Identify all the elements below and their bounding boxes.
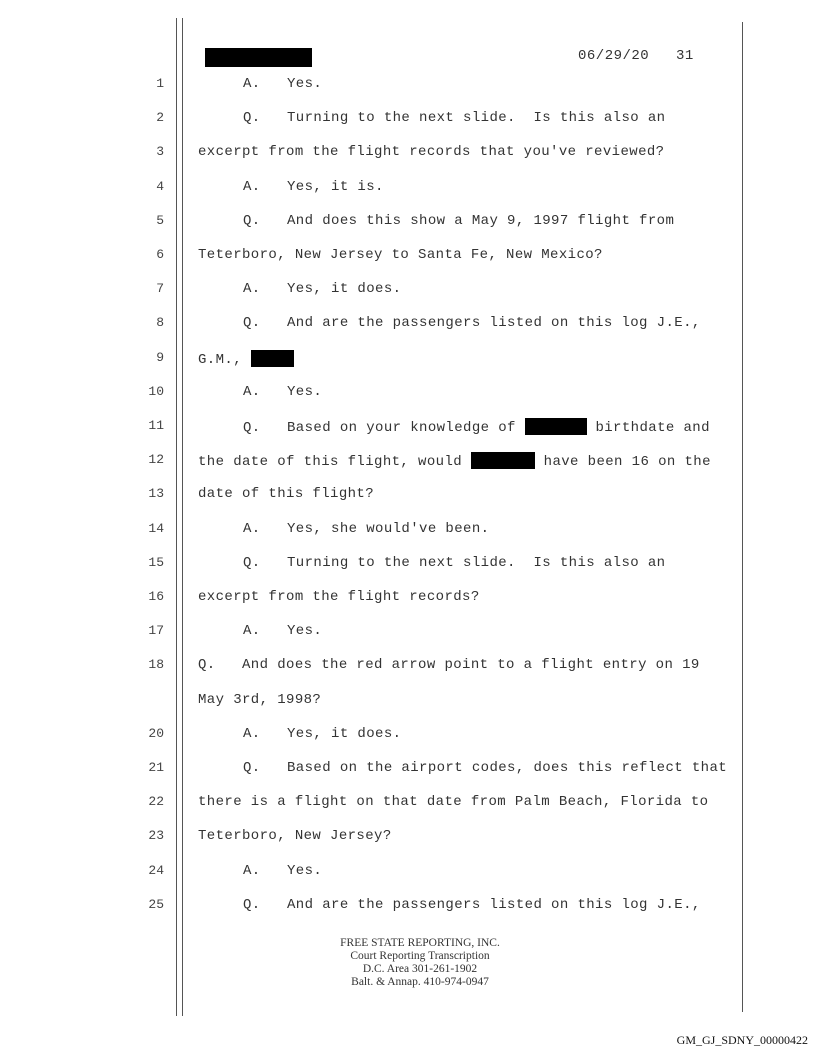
transcript-line	[0, 315, 816, 345]
document-id: GM_GJ_SDNY_00000422	[676, 1033, 808, 1047]
transcript-line	[0, 555, 816, 585]
transcript-line	[0, 452, 816, 482]
footer-company: FREE STATE REPORTING, INC.	[340, 937, 500, 949]
footer-services: Court Reporting Transcription	[350, 950, 490, 962]
line-number: 5	[156, 212, 164, 228]
line-text	[198, 350, 294, 368]
transcript-line	[0, 247, 816, 277]
header-redaction	[205, 48, 312, 67]
line-text-segment: Q. And does the red arrow point to a flight entry on 19	[198, 657, 700, 674]
line-text-segment: there is a flight on that date from Palm Beach, Florida to	[198, 794, 709, 811]
line-text-segment: Q. Turning to the next slide. Is this also an	[243, 554, 666, 571]
transcript-line	[0, 692, 816, 722]
transcript-line	[0, 657, 816, 687]
transcript-line	[0, 179, 816, 209]
line-text-segment: May 3rd, 1998?	[198, 691, 322, 708]
line-text-segment: the date of this flight, would	[198, 454, 471, 471]
line-number: 7	[156, 281, 164, 297]
line-text	[243, 179, 384, 195]
transcript-line	[0, 281, 816, 311]
line-text-segment: G.M.,	[198, 351, 251, 368]
line-number: 12	[148, 452, 164, 468]
line-text	[243, 726, 401, 742]
transcript-line	[0, 623, 816, 653]
line-text	[243, 863, 322, 879]
line-number: 22	[148, 794, 164, 810]
line-text-segment: A. Yes.	[243, 76, 323, 92]
transcript-line	[0, 418, 816, 448]
line-number: 11	[148, 418, 164, 433]
line-text	[198, 452, 711, 470]
line-text-segment: A. Yes.	[243, 862, 323, 879]
line-text	[198, 794, 708, 810]
redaction-block	[525, 418, 587, 435]
transcript-line	[0, 794, 816, 824]
line-text	[243, 623, 322, 639]
line-number: 23	[148, 828, 164, 844]
line-text	[243, 315, 701, 331]
line-text	[243, 418, 710, 436]
transcript-line	[0, 384, 816, 414]
line-text	[243, 384, 322, 400]
line-number: 2	[156, 110, 164, 126]
line-text	[243, 760, 727, 776]
line-text-segment: Teterboro, New Jersey?	[198, 828, 392, 845]
line-text-segment: A. Yes, it does.	[243, 281, 402, 298]
line-text-segment: excerpt from the flight records that you've reviewed?	[198, 144, 665, 161]
line-number: 4	[156, 178, 164, 194]
line-number: 25	[148, 896, 164, 912]
line-text-segment: excerpt from the flight records?	[198, 589, 480, 605]
transcript-line	[0, 589, 816, 619]
transcript-line	[0, 828, 816, 858]
line-text	[198, 486, 374, 502]
line-number: 10	[148, 383, 164, 399]
redaction-block	[471, 452, 535, 469]
line-text	[198, 657, 700, 673]
line-number: 15	[148, 554, 164, 570]
line-number: 3	[156, 144, 164, 160]
line-text-segment: Q. Based on your knowledge of	[243, 420, 525, 436]
line-text-segment: date of this flight?	[198, 486, 375, 503]
line-text-segment: A. Yes.	[243, 623, 323, 640]
header-page-number: 31	[675, 48, 694, 64]
transcript-line	[0, 760, 816, 790]
page-footer	[300, 937, 540, 989]
transcript-line	[0, 486, 816, 516]
footer-phone-balt: Balt. & Annap. 410-974-0947	[351, 976, 489, 988]
transcript-line	[0, 726, 816, 756]
line-text-segment: A. Yes.	[243, 383, 323, 400]
transcript-line	[0, 76, 816, 106]
line-text	[243, 897, 701, 913]
page-header	[578, 48, 694, 64]
transcript-line	[0, 863, 816, 893]
line-number: 6	[156, 247, 164, 262]
transcript-line	[0, 110, 816, 140]
line-text	[198, 692, 321, 708]
line-number: 9	[156, 349, 164, 365]
line-number: 17	[148, 623, 164, 639]
line-text	[243, 213, 674, 229]
header-date: 06/29/20	[578, 48, 650, 64]
line-text	[198, 247, 603, 263]
line-text-segment: A. Yes, it is.	[243, 178, 384, 195]
footer-phone-dc: D.C. Area 301-261-1902	[362, 963, 478, 975]
line-text-segment: A. Yes, it does.	[243, 725, 402, 742]
line-text	[198, 589, 480, 605]
line-number: 13	[148, 486, 164, 502]
line-text-segment: Q. Based on the airport codes, does this reflect that	[243, 760, 728, 776]
line-text-segment: have been 16 on the	[534, 454, 711, 471]
line-text	[243, 521, 489, 537]
line-number: 18	[148, 657, 164, 673]
line-text-segment: Q. And are the passengers listed on this log J.E.,	[243, 896, 701, 913]
line-text	[243, 555, 665, 571]
line-text	[198, 144, 664, 160]
line-text-segment: Q. Turning to the next slide. Is this also an	[243, 110, 666, 127]
line-text-segment: Q. And does this show a May 9, 1997 flight from	[243, 212, 675, 229]
line-number: 20	[148, 725, 164, 741]
transcript-line	[0, 144, 816, 174]
line-number: 1	[156, 76, 164, 91]
line-text	[198, 828, 392, 844]
redaction-block	[251, 350, 294, 367]
line-text	[243, 110, 665, 126]
transcript-line	[0, 350, 816, 380]
line-text-segment: A. Yes, she would've been.	[243, 520, 490, 537]
transcript-line	[0, 213, 816, 243]
line-number: 21	[148, 760, 164, 775]
line-number: 8	[156, 315, 164, 331]
line-number: 16	[148, 589, 164, 604]
line-text-segment: birthdate and	[586, 420, 710, 436]
transcript-line	[0, 521, 816, 551]
line-text	[243, 76, 322, 92]
line-text	[243, 281, 401, 297]
line-number: 24	[148, 862, 164, 878]
transcript-line	[0, 897, 816, 927]
line-text-segment: Q. And are the passengers listed on this log J.E.,	[243, 315, 701, 332]
line-text-segment: Teterboro, New Jersey to Santa Fe, New Mexico?	[198, 247, 603, 263]
line-number: 14	[148, 520, 164, 536]
